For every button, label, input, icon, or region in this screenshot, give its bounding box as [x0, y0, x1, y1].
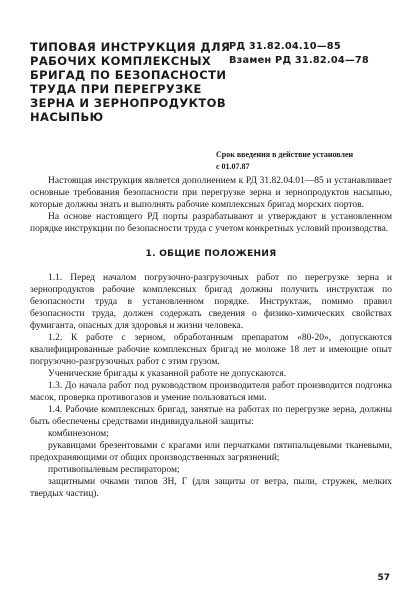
replaced-code: Взамен РД 31.82.04—78: [229, 55, 369, 66]
paragraph: Настоящая инструкция является дополнением к РД 31.82.04.01—85 и устанавливает основные требования безопасности при перегрузке зерна и зернопродуктов насыпью, которые должны знать и выполнять рабочие комплексных бригад морских портов.: [30, 176, 392, 210]
title-line: БРИГАД ПО БЕЗОПАСНОСТИ: [30, 68, 227, 82]
paragraph: 1.3. До начала работ под руководством производителя работ производится подгонка масок, проверка противогазов и умение пользоваться ими.: [30, 381, 392, 403]
section-heading: 1. ОБЩИЕ ПОЛОЖЕНИЯ: [145, 249, 277, 259]
title-line: ЗЕРНА И ЗЕРНОПРОДУКТОВ: [30, 96, 226, 110]
list-item: рукавицами брезентовыми с крагами или перчатками пятипальцевыми тканевыми, предохраняющими от общих производственных загрязнений;: [30, 441, 392, 463]
paragraph: На основе настоящего РД порты разрабатывают и утверждают в установленном порядке инструкции по безопасности труда с учетом конкретных условий производства.: [30, 212, 392, 234]
document-codes: [229, 40, 399, 68]
paragraph: 1.1. Перед началом погрузочно-разгрузочных работ по перегрузке зерна и зернопродуктов рабочие комплексных бригад должны получить инструктаж по безопасности труда в установленном порядке. Инструктаж, помимо правил безопасности труда, должен содержать сведения о физико-химических свойствах фумиганта, опасных для здоровья и жизни человека.: [30, 273, 392, 331]
paragraph: 1.4. Рабочие комплексных бригад, занятые на работах по перегрузке зерна, должны быть обеспечены средствами индивидуальной защиты:: [30, 405, 392, 427]
document-body: [30, 175, 392, 500]
page-number: 57: [377, 573, 390, 583]
document-title: [30, 40, 231, 124]
paragraph: 1.2. К работе с зерном, обработанным препаратом «80-20», допускаются квалифицированные рабочие комплексных бригад не моложе 18 лет и имеющие опыт погрузочно-разгрузочных работ с этим грузом.: [30, 333, 392, 367]
effective-date-note: [216, 149, 406, 173]
title-line: РАБОЧИХ КОМПЛЕКСНЫХ: [30, 54, 212, 68]
effective-date-line: Срок введения в действие установлен: [216, 150, 354, 159]
list-item: комбинезоном;: [48, 429, 109, 439]
list-item: противопылевым респиратором;: [48, 465, 180, 475]
title-line: ТИПОВАЯ ИНСТРУКЦИЯ ДЛЯ: [30, 40, 231, 54]
title-line: НАСЫПЬЮ: [30, 110, 104, 124]
effective-date-line: с 01.07.87: [216, 162, 250, 171]
title-line: ТРУДА ПРИ ПЕРЕГРУЗКЕ: [30, 82, 202, 96]
paragraph: Ученические бригады к указанной работе не допускаются.: [48, 369, 287, 379]
document-code: РД 31.82.04.10—85: [229, 41, 341, 52]
list-item: защитными очками типов ЗН, Г (для защиты от ветра, пыли, стружек, мелких твердых частиц).: [30, 477, 392, 499]
